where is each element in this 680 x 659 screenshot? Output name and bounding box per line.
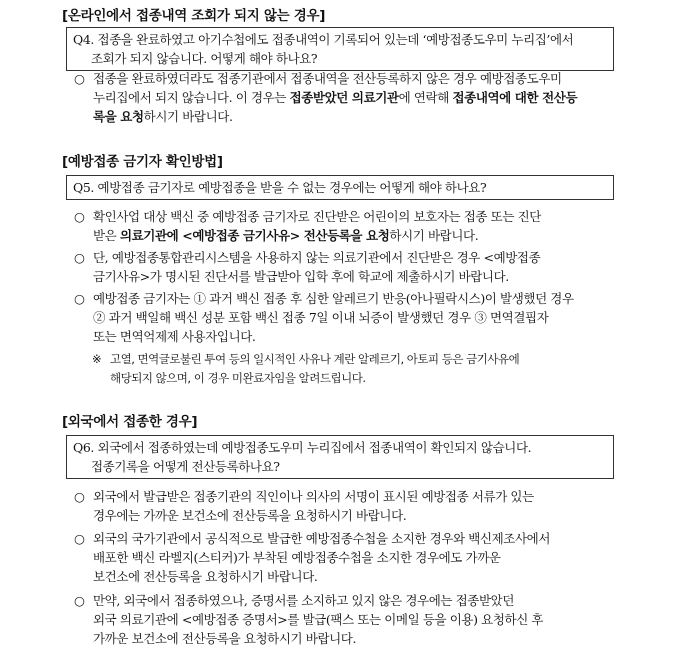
question-q4-line2: 조회가 되지 않습니다. 어떻게 해야 하나요? [91,51,318,66]
answer-q5-3-line2: ② 과거 백일해 백신 성분 포함 백신 접종 7일 이내 뇌증이 발생했던 경우 ③ 면역결핍자 [93,310,549,325]
reference-mark: ※ [92,352,102,366]
bullet-circle: ○ [74,531,85,546]
answer-q4-line3: 록을 요청하시기 바랍니다. [93,109,233,124]
answer-q5-2-line2: 금기사유>가 명시된 진단서를 발급받아 입학 후에 학교에 제출하시기 바랍니다. [93,269,509,284]
question-q5-line1: Q5. 예방접종 금기자로 예방접종을 받을 수 없는 경우에는 어떻게 해야 하나요? [73,180,487,195]
bullet-circle: ○ [74,593,85,608]
answer-q6-2-line2: 배포한 백신 라벨지(스티커)가 부착된 예방접종수첩을 소지한 경우에도 가까운 [93,550,501,565]
question-q5-box [66,175,614,200]
section-title-contraindication: [예방접종 금기자 확인방법] [62,154,223,170]
answer-q5-item-3 [74,289,622,346]
bullet-circle: ○ [74,250,85,265]
bullet-circle: ○ [74,209,85,224]
answer-q5-1-line2: 받은 의료기관에 <예방접종 금기사유> 전산등록을 요청하시기 바랍니다. [93,228,479,243]
question-q6-line2: 접종기록을 어떻게 전산등록하나요? [91,459,280,474]
note-q5 [92,350,622,388]
answer-q6-2-line1: 외국의 국가기관에서 공식적으로 발급한 예방접종수첩을 소지한 경우와 백신제조사에서 [93,531,550,546]
answer-q6-item-2 [74,529,622,586]
answer-q5-3-line3: 또는 면역억제제 사용자입니다. [93,329,256,344]
answer-q6-2-line3: 보건소에 전산등록을 요청하시기 바랍니다. [93,569,318,584]
answer-q4-line1: 접종을 완료하였더라도 접종기관에서 접종내역을 전산등록하지 않은 경우 예방접종도우미 [93,71,562,86]
answer-q6-1-line2: 경우에는 가까운 보건소에 전산등록을 요청하시기 바랍니다. [93,508,407,523]
answer-q6-3-line2: 외국 의료기관에 <예방접종 증명서>를 발급(팩스 또는 이메일 등을 이용) 요청하신 후 [93,612,544,627]
bullet-circle: ○ [74,291,85,306]
answer-q6-3-line3: 가까운 보건소에 전산등록을 요청하시기 바랍니다. [93,631,357,646]
question-q4-line1: Q4. 접종을 완료하였고 아기수첩에도 접종내역이 기록되어 있는데 ‘예방접종도우미 누리집’에서 [73,32,574,47]
answer-q5-3-line1: 예방접종 금기자는 ① 과거 백신 접종 후 심한 알레르기 반응(아나필락시스)이 발생했던 경우 [93,291,574,306]
answer-q6-item-1 [74,487,622,525]
bullet-circle: ○ [74,71,85,86]
question-q4-box [66,27,614,71]
answer-q4 [74,69,622,126]
answer-q6-1-line1: 외국에서 발급받은 접종기관의 직인이나 의사의 서명이 표시된 예방접종 서류가 있는 [93,489,534,504]
question-q6-box [66,435,614,479]
section-title-abroad: [외국에서 접종한 경우] [62,414,198,430]
question-q6-line1: Q6. 외국에서 접종하였는데 예방접종도우미 누리집에서 접종내역이 확인되지 않습니다. [73,440,532,455]
bullet-circle: ○ [74,489,85,504]
note-q5-line1: 고열, 면역글로불린 투여 등의 일시적인 사유나 계란 알레르기, 아토피 등은 금기사유에 [110,352,520,366]
answer-q6-3-line1: 만약, 외국에서 접종하였으나, 증명서를 소지하고 있지 않은 경우에는 접종받았던 [93,593,515,608]
section-title-online-lookup: [온라인에서 접종내역 조회가 되지 않는 경우] [62,8,326,24]
answer-q5-item-1 [74,207,622,245]
answer-q4-line2: 누리집에서 되지 않습니다. 이 경우는 접종받았던 의료기관에 연락해 접종내역에 대한 전산등 [93,90,578,105]
answer-q5-1-line1: 확인사업 대상 백신 중 예방접종 금기자로 진단받은 어린이의 보호자는 접종 또는 진단 [93,209,541,224]
answer-q5-2-line1: 단, 예방접종통합관리시스템을 사용하지 않는 의료기관에서 진단받은 경우 <예방접종 [93,250,541,265]
note-q5-line2: 해당되지 않으며, 이 경우 미완료자임을 알려드립니다. [110,371,366,385]
answer-q5-item-2 [74,248,622,286]
answer-q6-item-3 [74,591,622,648]
